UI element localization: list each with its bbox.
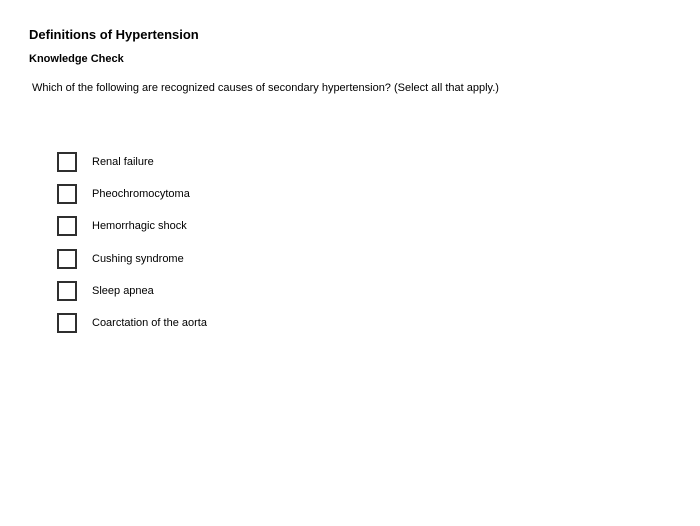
- option-cushing-syndrome[interactable]: [57, 249, 207, 269]
- section-subtitle: Knowledge Check: [29, 53, 124, 65]
- option-hemorrhagic-shock[interactable]: [57, 216, 207, 236]
- option-label: Cushing syndrome: [92, 252, 184, 265]
- option-pheochromocytoma[interactable]: [57, 184, 207, 204]
- checkbox-sleep-apnea[interactable]: [57, 281, 77, 301]
- option-label: Renal failure: [92, 156, 154, 168]
- question-text: Which of the following are recognized causes of secondary hypertension? (Select all that apply.): [32, 82, 499, 94]
- option-renal-failure[interactable]: [57, 152, 207, 172]
- checkbox-cushing-syndrome[interactable]: [57, 249, 77, 269]
- option-label: Coarctation of the aorta: [92, 316, 207, 329]
- checkbox-renal-failure[interactable]: [57, 152, 77, 172]
- page-title: Definitions of Hypertension: [29, 27, 199, 42]
- option-label: Pheochromocytoma: [92, 188, 190, 201]
- answer-options: [57, 152, 207, 345]
- checkbox-coarctation-of-the-aorta[interactable]: [57, 313, 77, 333]
- option-label: Sleep apnea: [92, 284, 154, 297]
- checkbox-hemorrhagic-shock[interactable]: [57, 216, 77, 236]
- option-coarctation-of-the-aorta[interactable]: [57, 313, 207, 333]
- option-sleep-apnea[interactable]: [57, 281, 207, 301]
- option-label: Hemorrhagic shock: [92, 220, 187, 233]
- checkbox-pheochromocytoma[interactable]: [57, 184, 77, 204]
